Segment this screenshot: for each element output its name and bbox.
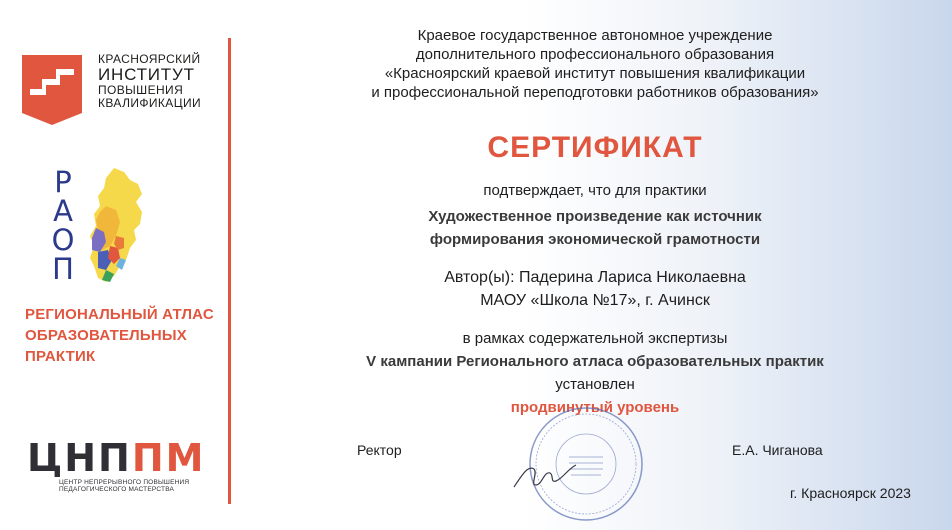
cnppm-subtitle-line: ЦЕНТР НЕПРЕРЫВНОГО ПОВЫШЕНИЯ: [59, 479, 190, 486]
practice-title-line: формирования экономической грамотности: [429, 231, 761, 248]
institute-logo-line: ИНСТИТУТ: [98, 64, 195, 84]
cnppm-subtitle-line: ПЕДАГОГИЧЕСКОГО МАСТЕРСТВА: [59, 486, 175, 493]
institute-logo-line: КВАЛИФИКАЦИИ: [98, 96, 202, 111]
expertise-line: в рамках содержательной экспертизы: [462, 330, 728, 347]
school-line: МАОУ «Школа №17», г. Ачинск: [480, 292, 710, 309]
raop-letter: Р: [54, 165, 72, 199]
cnppm-logo-part: ЦНП: [27, 436, 132, 480]
city-year: г. Красноярск 2023: [790, 485, 911, 501]
author-block: [240, 266, 950, 312]
rector-label: Ректор: [357, 442, 402, 458]
signer-name: Е.А. Чиганова: [732, 442, 823, 458]
krasnoyarsk-map-icon: [86, 166, 148, 286]
cnppm-logo-subtitle: [59, 479, 219, 493]
logo-panel: [0, 0, 232, 530]
cnppm-logo-part: ПМ: [131, 436, 206, 480]
raop-letter: П: [52, 252, 74, 286]
institute-logo-icon: [22, 55, 82, 125]
header-line: дополнительного профессионального образования: [415, 46, 775, 63]
raop-letter: О: [51, 223, 75, 257]
level-value: продвинутый уровень: [510, 399, 680, 416]
practice-title-line: Художественное произведение как источник: [428, 208, 762, 225]
regional-atlas-title: [25, 304, 214, 367]
cnppm-logo: [27, 436, 206, 493]
institute-logo-text: [98, 53, 201, 110]
certificate-title: СЕРТИФИКАТ: [487, 131, 703, 164]
header-line: Краевое государственное автономное учреждение: [417, 27, 773, 44]
campaign-line: V кампании Регионального атласа образовательных практик: [366, 353, 824, 370]
atlas-title-line: ПРАКТИК: [25, 348, 96, 365]
header-line: и профессиональной переподготовки работников образования»: [371, 84, 819, 101]
signature-icon: [510, 455, 580, 495]
author-line: Автор(ы): Падерина Лариса Николаевна: [444, 269, 746, 286]
vertical-divider: [228, 38, 231, 504]
header-line: «Красноярский краевой институт повышения квалификации: [384, 65, 806, 82]
confirm-text: подтверждает, что для практики: [483, 182, 707, 199]
atlas-title-line: РЕГИОНАЛЬНЫЙ АТЛАС: [25, 306, 214, 323]
level-prefix: установлен: [555, 376, 635, 393]
institute-logo-line: ПОВЫШЕНИЯ: [98, 83, 184, 98]
issuer-header: [240, 26, 950, 102]
practice-title: [240, 205, 950, 251]
institute-logo-line: КРАСНОЯРСКИЙ: [98, 52, 201, 66]
raop-letter: А: [53, 194, 73, 228]
atlas-title-line: ОБРАЗОВАТЕЛЬНЫХ: [25, 327, 188, 344]
cnppm-logo-word: [27, 436, 206, 480]
raop-logo-letters: [48, 165, 78, 286]
